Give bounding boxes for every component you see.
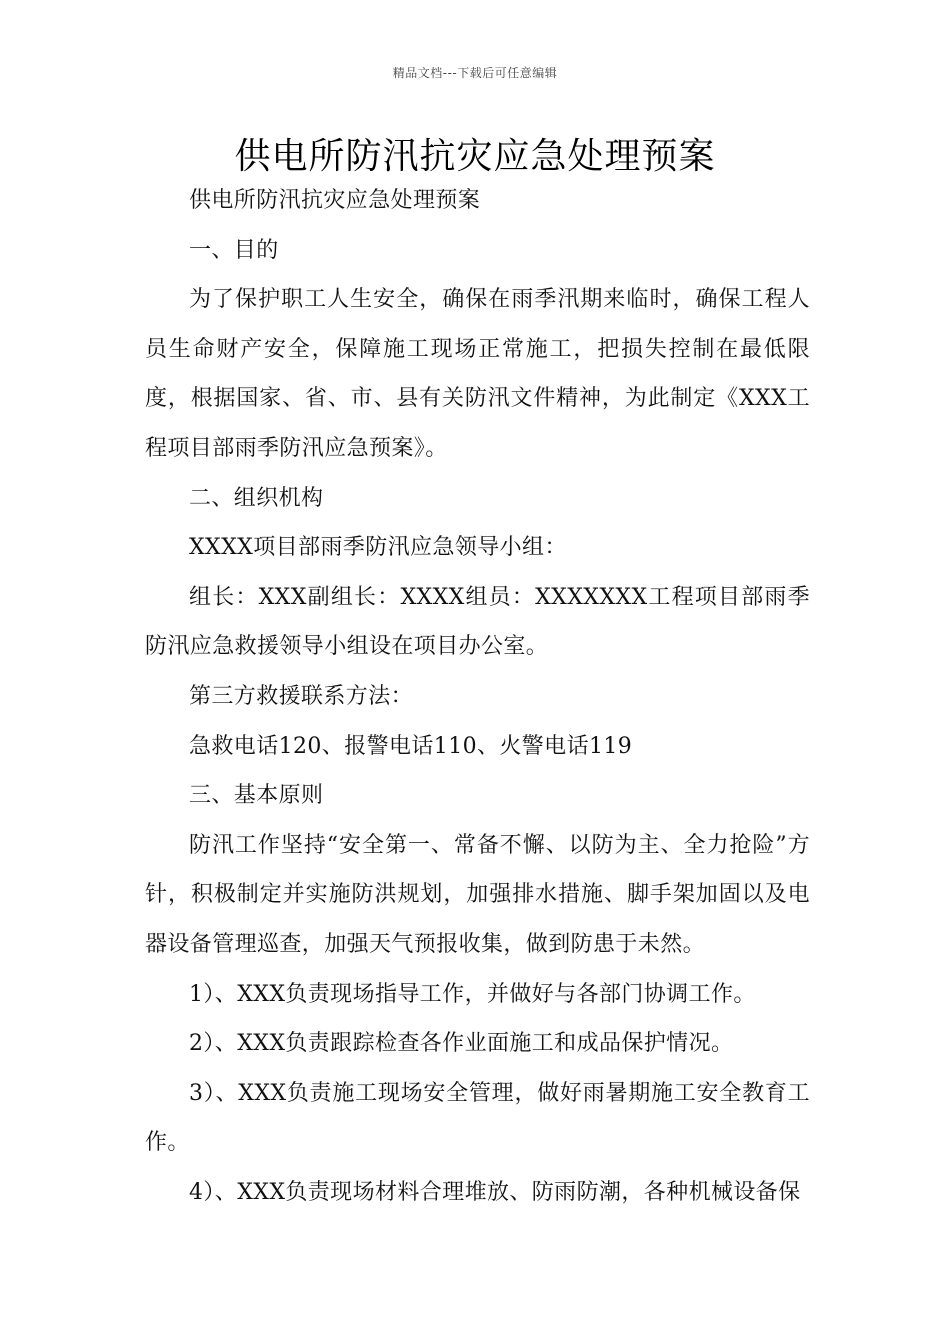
duty-item-2: 2）、XXX负责跟踪检查各作业面施工和成品保护情况。 — [189, 1031, 734, 1057]
document-title: 供电所防汛抗灾应急处理预案 — [234, 136, 716, 177]
section-heading-purpose: 一、目的 — [189, 237, 279, 263]
members-paragraph: 组长：XXX副组长：XXXX组员：XXXXXXX工程项目部雨季防汛应急救援领导小组设在项目办公室。 — [145, 584, 810, 660]
duty-item-1: 1）、XXX负责现场指导工作，并做好与各部门协调工作。 — [189, 981, 756, 1007]
document-body — [145, 176, 810, 1217]
header-note: 精品文档---下载后可任意编辑 — [392, 66, 558, 80]
duty-item-4: 4）、XXX负责现场材料合理堆放、防雨防潮，各种机械设备保 — [189, 1179, 801, 1205]
principles-paragraph: 防汛工作坚持“安全第一、常备不懈、以防为主、全力抢险”方针，积极制定并实施防洪规划，加强排水措施、脚手架加固以及电器设备管理巡查，加强天气预报收集，做到防患于未然。 — [145, 832, 810, 957]
emergency-numbers-paragraph: 急救电话120、报警电话110、火警电话119 — [189, 733, 633, 759]
purpose-paragraph: 为了保护职工人生安全，确保在雨季汛期来临时，确保工程人员生命财产安全，保障施工现场正常施工，把损失控制在最低限度，根据国家、省、市、县有关防汛文件精神，为此制定《XXX工程项目部雨季防汛应急预案》。 — [145, 287, 810, 461]
duty-item-3: 3）、XXX负责施工现场安全管理，做好雨暑期施工安全教育工作。 — [145, 1080, 810, 1156]
leadership-group-paragraph: XXXX项目部雨季防汛应急领导小组： — [189, 535, 567, 561]
section-heading-organization: 二、组织机构 — [189, 485, 324, 511]
section-heading-principles: 三、基本原则 — [189, 783, 324, 809]
subtitle-paragraph: 供电所防汛抗灾应急处理预案 — [189, 188, 481, 213]
third-party-contact-heading: 第三方救援联系方法： — [189, 683, 414, 709]
